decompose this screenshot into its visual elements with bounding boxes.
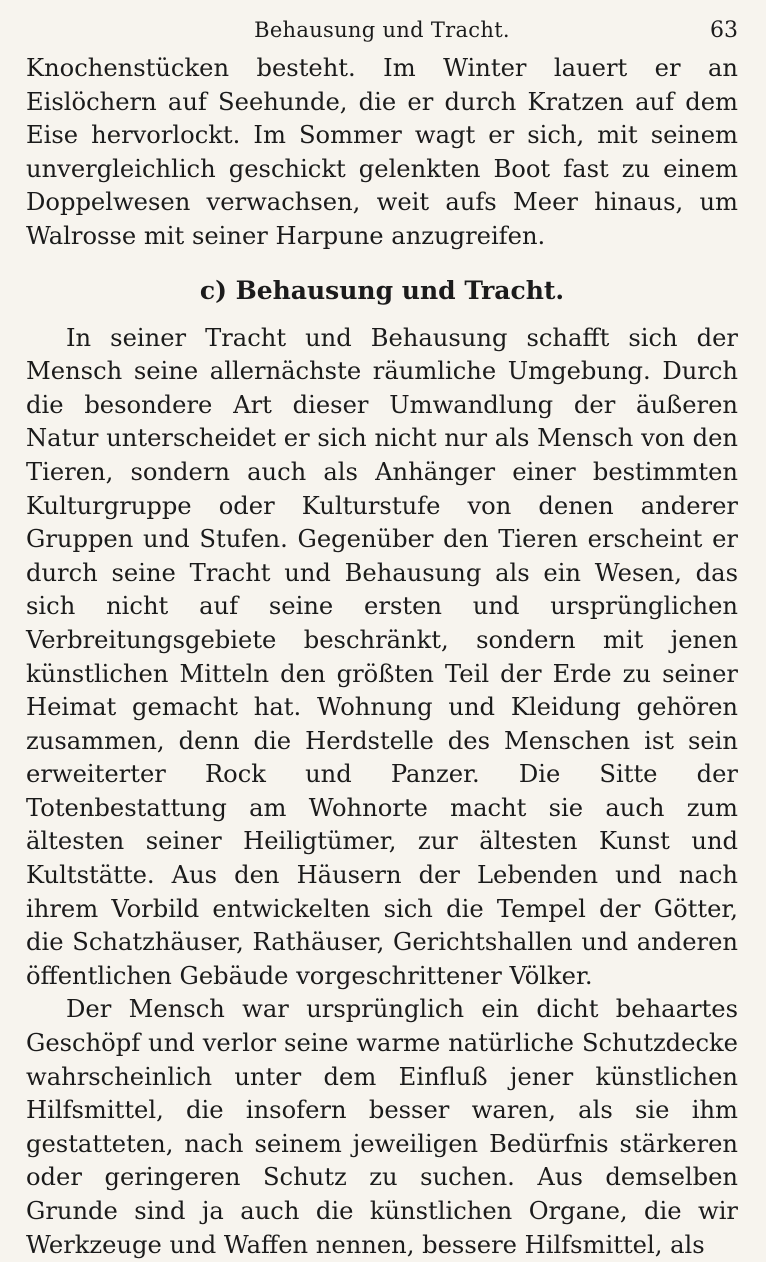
paragraph: Der Mensch war ursprünglich ein dicht behaartes Geschöpf und verlor seine warme natürliche Schutzdecke wahrscheinlich unter dem Einfluß jener künstlichen Hilfsmittel, die insofern besser waren, als sie ihm gestatteten, nach seinem jeweiligen Bedürfnis stärkeren oder geringeren Schutz zu suchen. Aus demselben Grunde sind ja auch die künstlichen Organe, die wir Werkzeuge und Waffen nennen, bessere Hilfsmittel, als [26,995,738,1259]
paragraph-continued: Knochenstücken besteht. Im Winter lauert er an Eislöchern auf Seehunde, die er durch Kratzen auf dem Eise hervorlockt. Im Sommer wagt er sich, mit seinem unvergleichlich geschickt gelenkten Boot fast zu einem Doppelwesen verwachsen, weit aufs Meer hinaus, um Walrosse mit seiner Harpune anzugreifen. [26,54,738,250]
page-header [26,0,738,52]
page-number: 63 [710,18,738,43]
running-title: Behausung und Tracht. [254,18,510,42]
section-heading: c) Behausung und Tracht. [199,275,565,305]
paragraph: In seiner Tracht und Behausung schafft sich der Mensch seine allernächste räumliche Umgebung. Durch die besondere Art dieser Umwandlung der äußeren Natur unterscheidet er sich nicht nur als Mensch von den Tieren, sondern auch als Anhänger einer bestimmten Kulturgruppe oder Kulturstufe von denen anderer Gruppen und Stufen. Gegenüber den Tieren erscheint er durch seine Tracht und Behausung als ein Wesen, das sich nicht auf seine ersten und ursprünglichen Verbreitungsgebiete beschränkt, sondern mit jenen künstlichen Mitteln den größten Teil der Erde zu seiner Heimat gemacht hat. Wohnung und Kleidung gehören zusammen, denn die Herdstelle des Menschen ist sein erweiterter Rock und Panzer. Die Sitte der Totenbestattung am Wohnorte macht sie auch zum ältesten seiner Heiligtümer, zur ältesten Kunst und Kultstätte. Aus den Häusern der Lebenden und nach ihrem Vorbild entwickelten sich die Tempel der Götter, die Schatzhäuser, Rathäuser, Gerichtshallen und anderen öffentlichen Gebäude vorgeschrittener Völker. [26,323,738,990]
page-body [26,52,738,1262]
